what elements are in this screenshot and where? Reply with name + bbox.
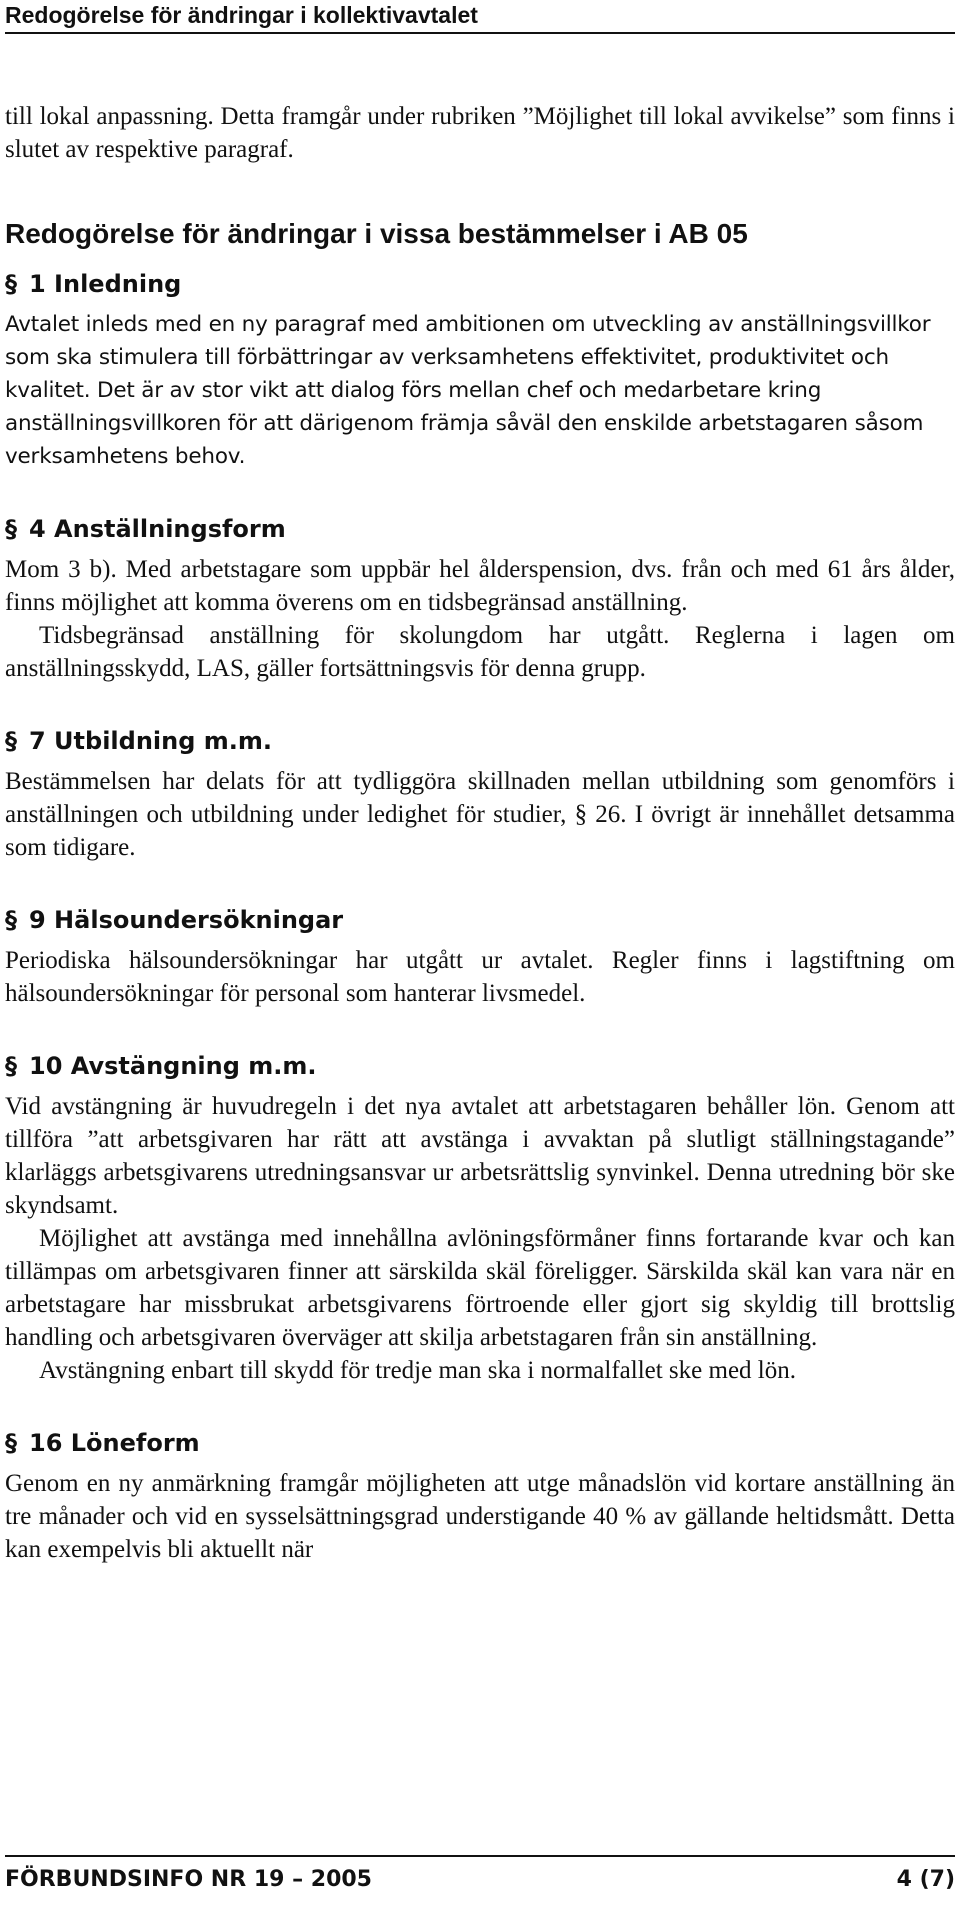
section-heading-inledning (5, 268, 955, 300)
section-paragraph: Möjlighet att avstänga med innehållna avlöningsförmåner finns fortarande kvar och kan tillämpas om arbetsgivaren finner att särskilda skäl föreligger. Särskilda skäl kan vara när en arbetstagare har missbrukat arbetsgivarens förtroende eller gjort sig skyldig till brottslig handling och arbetsgivaren överväger att skilja arbetstagaren från sin anställning. (5, 1225, 955, 1351)
section-title: 9 Hälsoundersökningar (29, 906, 344, 934)
section-paragraph: Avtalet inleds med en ny paragraf med ambitionen om utveckling av anställningsvillkor som ska stimulera till förbättringar av verksamhetens effektivitet, produktivitet och kvalitet. Det är av stor vikt att dialog förs mellan chef och medarbetare kring anställningsvillkoren för att därigenom främja såväl den enskilde arbetstagaren såsom verksamhetens behov. (5, 312, 931, 469)
main-heading: Redogörelse för ändringar i vissa bestämmelser i AB 05 (5, 218, 748, 249)
section-symbol: § (5, 906, 17, 934)
section-title: 10 Avstängning m.m. (29, 1052, 317, 1080)
section-paragraph: Periodiska hälsoundersökningar har utgått ur avtalet. Regler finns i lagstiftning om hälsoundersökningar för personal som hanterar livsmedel. (5, 947, 955, 1007)
running-header: Redogörelse för ändringar i kollektivavtalet (5, 0, 955, 34)
section-symbol: § (5, 270, 17, 298)
section-paragraph: Avstängning enbart till skydd för tredje man ska i normalfallet ske med lön. (39, 1357, 796, 1384)
section-paragraph: Vid avstängning är huvudregeln i det nya avtalet att arbetstagaren behåller lön. Genom att tillföra ”att arbetsgivaren har rätt att avstänga i avvaktan på slutligt ställningstagande” klarläggs arbetsgivarens utredningsansvar ur arbetsrättslig synvinkel. Denna utredning bör ske skyndsamt. (5, 1093, 955, 1219)
section-symbol: § (5, 1052, 17, 1080)
section-title: 1 Inledning (29, 270, 182, 298)
section-symbol: § (5, 515, 17, 543)
section-heading-utbildning (5, 725, 955, 757)
section-heading-loneform (5, 1427, 955, 1459)
intro-paragraph: till lokal anpassning. Detta framgår under rubriken ”Möjlighet till lokal avvikelse” som finns i slutet av respektive paragraf. (5, 103, 955, 163)
section-paragraph: Mom 3 b). Med arbetstagare som uppbär hel ålderspension, dvs. från och med 61 års ålder, finns möjlighet att komma överens om en tidsbegränsad anställning. (5, 556, 955, 616)
section-heading-halsoundersokningar (5, 904, 955, 936)
section-paragraph: Genom en ny anmärkning framgår möjligheten att utge månadslön vid kortare anställning än tre månader och vid en sysselsättningsgrad understigande 40 % av gällande heltidsmått. Detta kan exempelvis bli aktuellt när (5, 1470, 955, 1563)
section-paragraph: Tidsbegränsad anställning för skolungdom har utgått. Reglerna i lagen om anställningsskydd, LAS, gäller fortsättningsvis för denna grupp. (5, 622, 955, 682)
section-title: 7 Utbildning m.m. (29, 727, 273, 755)
section-heading-anstallningsform (5, 513, 955, 545)
document-body (5, 100, 955, 1566)
section-heading-avstangning (5, 1050, 955, 1082)
page-footer (5, 1855, 955, 1895)
section-symbol: § (5, 727, 17, 755)
section-symbol: § (5, 1429, 17, 1457)
section-title: 16 Löneform (29, 1429, 200, 1457)
section-title: 4 Anställningsform (29, 515, 286, 543)
publication-info: FÖRBUNDSINFO NR 19 – 2005 (5, 1867, 372, 1892)
page-number: 4 (7) (896, 1867, 955, 1892)
section-paragraph: Bestämmelsen har delats för att tydliggöra skillnaden mellan utbildning som genomförs i anställningen och utbildning under ledighet för studier, § 26. I övrigt är innehållet detsamma som tidigare. (5, 768, 955, 861)
